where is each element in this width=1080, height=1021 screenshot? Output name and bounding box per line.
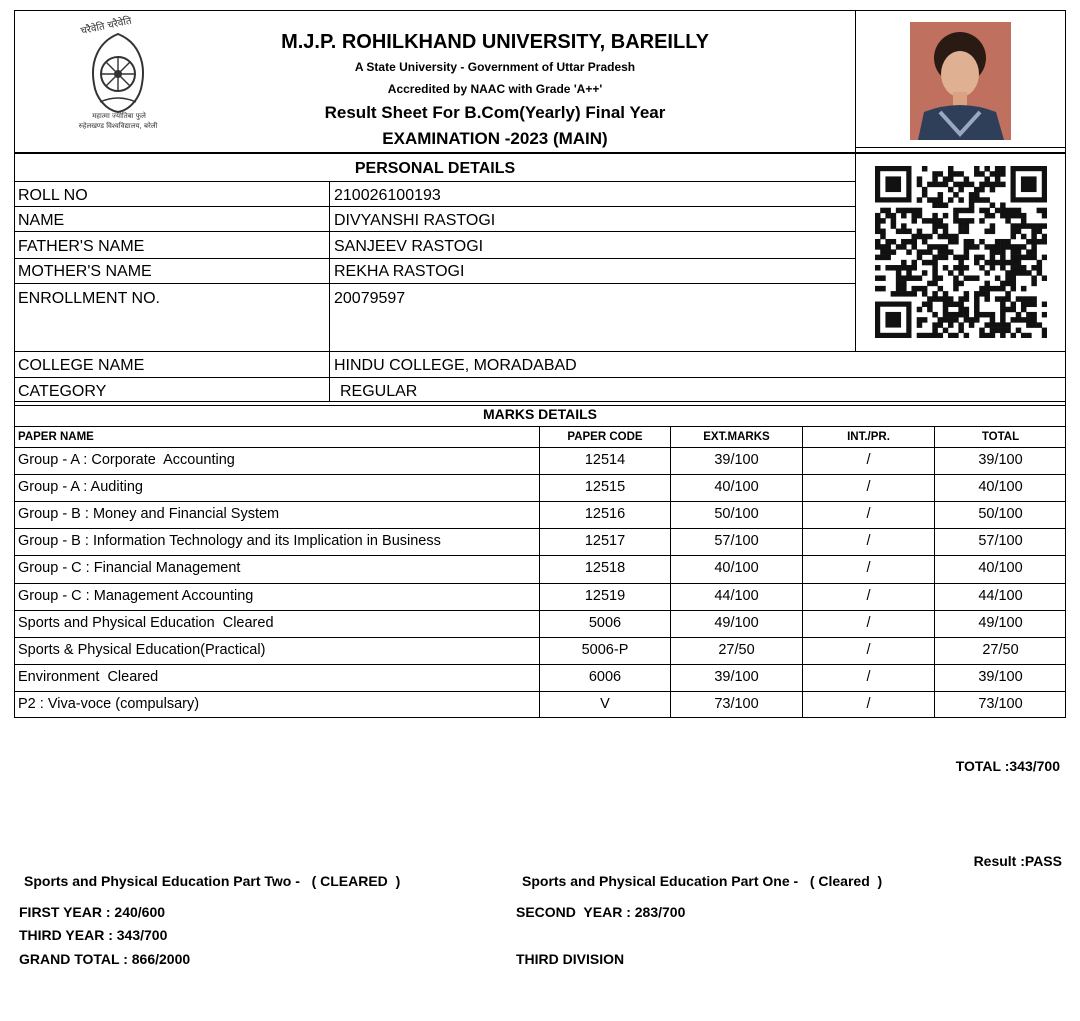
division: THIRD DIVISION bbox=[516, 951, 625, 967]
int-pr-cell: / bbox=[866, 641, 871, 658]
name-label: NAME bbox=[18, 212, 65, 229]
university-logo bbox=[58, 16, 178, 136]
paper-name-cell: Group - C : Management Accounting bbox=[18, 587, 254, 604]
roll-no-label: ROLL NO bbox=[18, 187, 88, 204]
int-pr-cell: / bbox=[866, 479, 871, 496]
paper-code-cell: 12517 bbox=[584, 533, 626, 550]
total-cell: 73/100 bbox=[978, 695, 1023, 712]
ext-marks-cell: 40/100 bbox=[714, 560, 759, 577]
ext-marks-cell: 49/100 bbox=[714, 614, 759, 631]
university-subtitle: A State University - Government of Uttar Pradesh bbox=[354, 60, 636, 74]
ext-marks-cell: 27/50 bbox=[718, 641, 755, 658]
col-header-total: TOTAL bbox=[981, 431, 1020, 443]
personal-details-heading: PERSONAL DETAILS bbox=[354, 160, 516, 177]
ext-marks-cell: 44/100 bbox=[714, 587, 759, 604]
paper-code-cell: 5006-P bbox=[581, 641, 629, 658]
enrollment-no-label: ENROLLMENT NO. bbox=[18, 290, 160, 307]
second-year-marks: SECOND YEAR : 283/700 bbox=[516, 904, 686, 920]
logo-name-line-1: महात्मा ज्योतिबा फुले bbox=[92, 112, 146, 120]
sports-part-two-status: Sports and Physical Education Part Two - ( CLEARED ) bbox=[24, 873, 401, 889]
total-cell: 44/100 bbox=[978, 587, 1023, 604]
total-cell: 39/100 bbox=[978, 452, 1023, 468]
int-pr-cell: / bbox=[866, 506, 871, 523]
result-status: Result :PASS bbox=[973, 853, 1062, 869]
paper-name-cell: Sports & Physical Education(Practical) bbox=[18, 641, 266, 658]
total-cell: 49/100 bbox=[978, 614, 1023, 631]
college-name-value: HINDU COLLEGE, MORADABAD bbox=[334, 357, 577, 374]
paper-code-cell: 12518 bbox=[584, 560, 626, 577]
total-cell: 57/100 bbox=[978, 533, 1023, 550]
mother-name-value: REKHA RASTOGI bbox=[334, 263, 465, 280]
ext-marks-cell: 39/100 bbox=[714, 452, 759, 468]
col-header-paper-code: PAPER CODE bbox=[567, 431, 643, 443]
ext-marks-cell: 57/100 bbox=[714, 533, 759, 550]
int-pr-cell: / bbox=[866, 695, 871, 712]
int-pr-cell: / bbox=[866, 452, 871, 468]
result-sheet-title: Result Sheet For B.Com(Yearly) Final Year bbox=[324, 103, 666, 122]
total-cell: 27/50 bbox=[982, 641, 1019, 658]
paper-name-cell: Sports and Physical Education Cleared bbox=[18, 614, 274, 631]
ext-marks-cell: 73/100 bbox=[714, 695, 759, 712]
col-header-paper-name: PAPER NAME bbox=[18, 431, 94, 443]
college-name-label: COLLEGE NAME bbox=[18, 357, 145, 374]
paper-name-cell: Group - B : Information Technology and its Implication in Business bbox=[18, 533, 441, 550]
grand-total-marks: GRAND TOTAL : 866/2000 bbox=[19, 951, 191, 967]
father-name-label: FATHER'S NAME bbox=[18, 238, 145, 255]
roll-no-value: 210026100193 bbox=[334, 187, 441, 204]
qr-code bbox=[875, 166, 1047, 338]
paper-name-cell: Group - A : Auditing bbox=[18, 479, 143, 496]
paper-name-cell: Group - A : Corporate Accounting bbox=[18, 452, 235, 468]
logo-name-line-2: रुहेलखण्ड विश्वविद्यालय, बरेली bbox=[78, 122, 158, 130]
logo-motto: चरैवेति चरैवेति bbox=[79, 15, 133, 38]
paper-code-cell: 5006 bbox=[588, 614, 622, 631]
int-pr-cell: / bbox=[866, 587, 871, 604]
total-cell: 40/100 bbox=[978, 560, 1023, 577]
paper-name-cell: Group - C : Financial Management bbox=[18, 560, 241, 577]
col-header-ext-marks: EXT.MARKS bbox=[703, 431, 770, 443]
paper-code-cell: 12516 bbox=[584, 506, 626, 523]
ext-marks-cell: 39/100 bbox=[714, 668, 759, 685]
third-year-marks: THIRD YEAR : 343/700 bbox=[19, 927, 168, 943]
int-pr-cell: / bbox=[866, 668, 871, 685]
name-value: DIVYANSHI RASTOGI bbox=[334, 212, 496, 229]
ext-marks-cell: 40/100 bbox=[714, 479, 759, 496]
mother-name-label: MOTHER'S NAME bbox=[18, 263, 152, 280]
paper-name-cell: Group - B : Money and Financial System bbox=[18, 506, 280, 523]
first-year-marks: FIRST YEAR : 240/600 bbox=[19, 904, 166, 920]
chakra-emblem-icon bbox=[86, 32, 150, 114]
total-cell: 40/100 bbox=[978, 479, 1023, 496]
paper-code-cell: V bbox=[600, 695, 610, 712]
paper-code-cell: 12514 bbox=[584, 452, 626, 468]
ext-marks-cell: 50/100 bbox=[714, 506, 759, 523]
total-marks: TOTAL :343/700 bbox=[955, 758, 1060, 774]
marks-details-heading: MARKS DETAILS bbox=[482, 406, 598, 422]
university-name: M.J.P. ROHILKHAND UNIVERSITY, BAREILLY bbox=[281, 31, 709, 53]
examination-title: EXAMINATION -2023 (MAIN) bbox=[382, 129, 608, 148]
paper-code-cell: 6006 bbox=[588, 668, 622, 685]
category-label: CATEGORY bbox=[18, 383, 107, 400]
father-name-value: SANJEEV RASTOGI bbox=[334, 238, 484, 255]
paper-name-cell: P2 : Viva-voce (compulsary) bbox=[18, 695, 200, 712]
category-value: REGULAR bbox=[340, 383, 418, 400]
sports-part-one-status: Sports and Physical Education Part One - ( Cleared ) bbox=[522, 873, 883, 889]
paper-name-cell: Environment Cleared bbox=[18, 668, 159, 685]
enrollment-no-value: 20079597 bbox=[334, 290, 406, 307]
paper-code-cell: 12519 bbox=[584, 587, 626, 604]
student-photo bbox=[910, 22, 1011, 140]
int-pr-cell: / bbox=[866, 533, 871, 550]
total-cell: 50/100 bbox=[978, 506, 1023, 523]
total-cell: 39/100 bbox=[978, 668, 1023, 685]
int-pr-cell: / bbox=[866, 614, 871, 631]
col-header-int-pr: INT./PR. bbox=[847, 431, 890, 443]
accreditation-text: Accredited by NAAC with Grade 'A++' bbox=[387, 82, 603, 96]
paper-code-cell: 12515 bbox=[584, 479, 626, 496]
int-pr-cell: / bbox=[866, 560, 871, 577]
